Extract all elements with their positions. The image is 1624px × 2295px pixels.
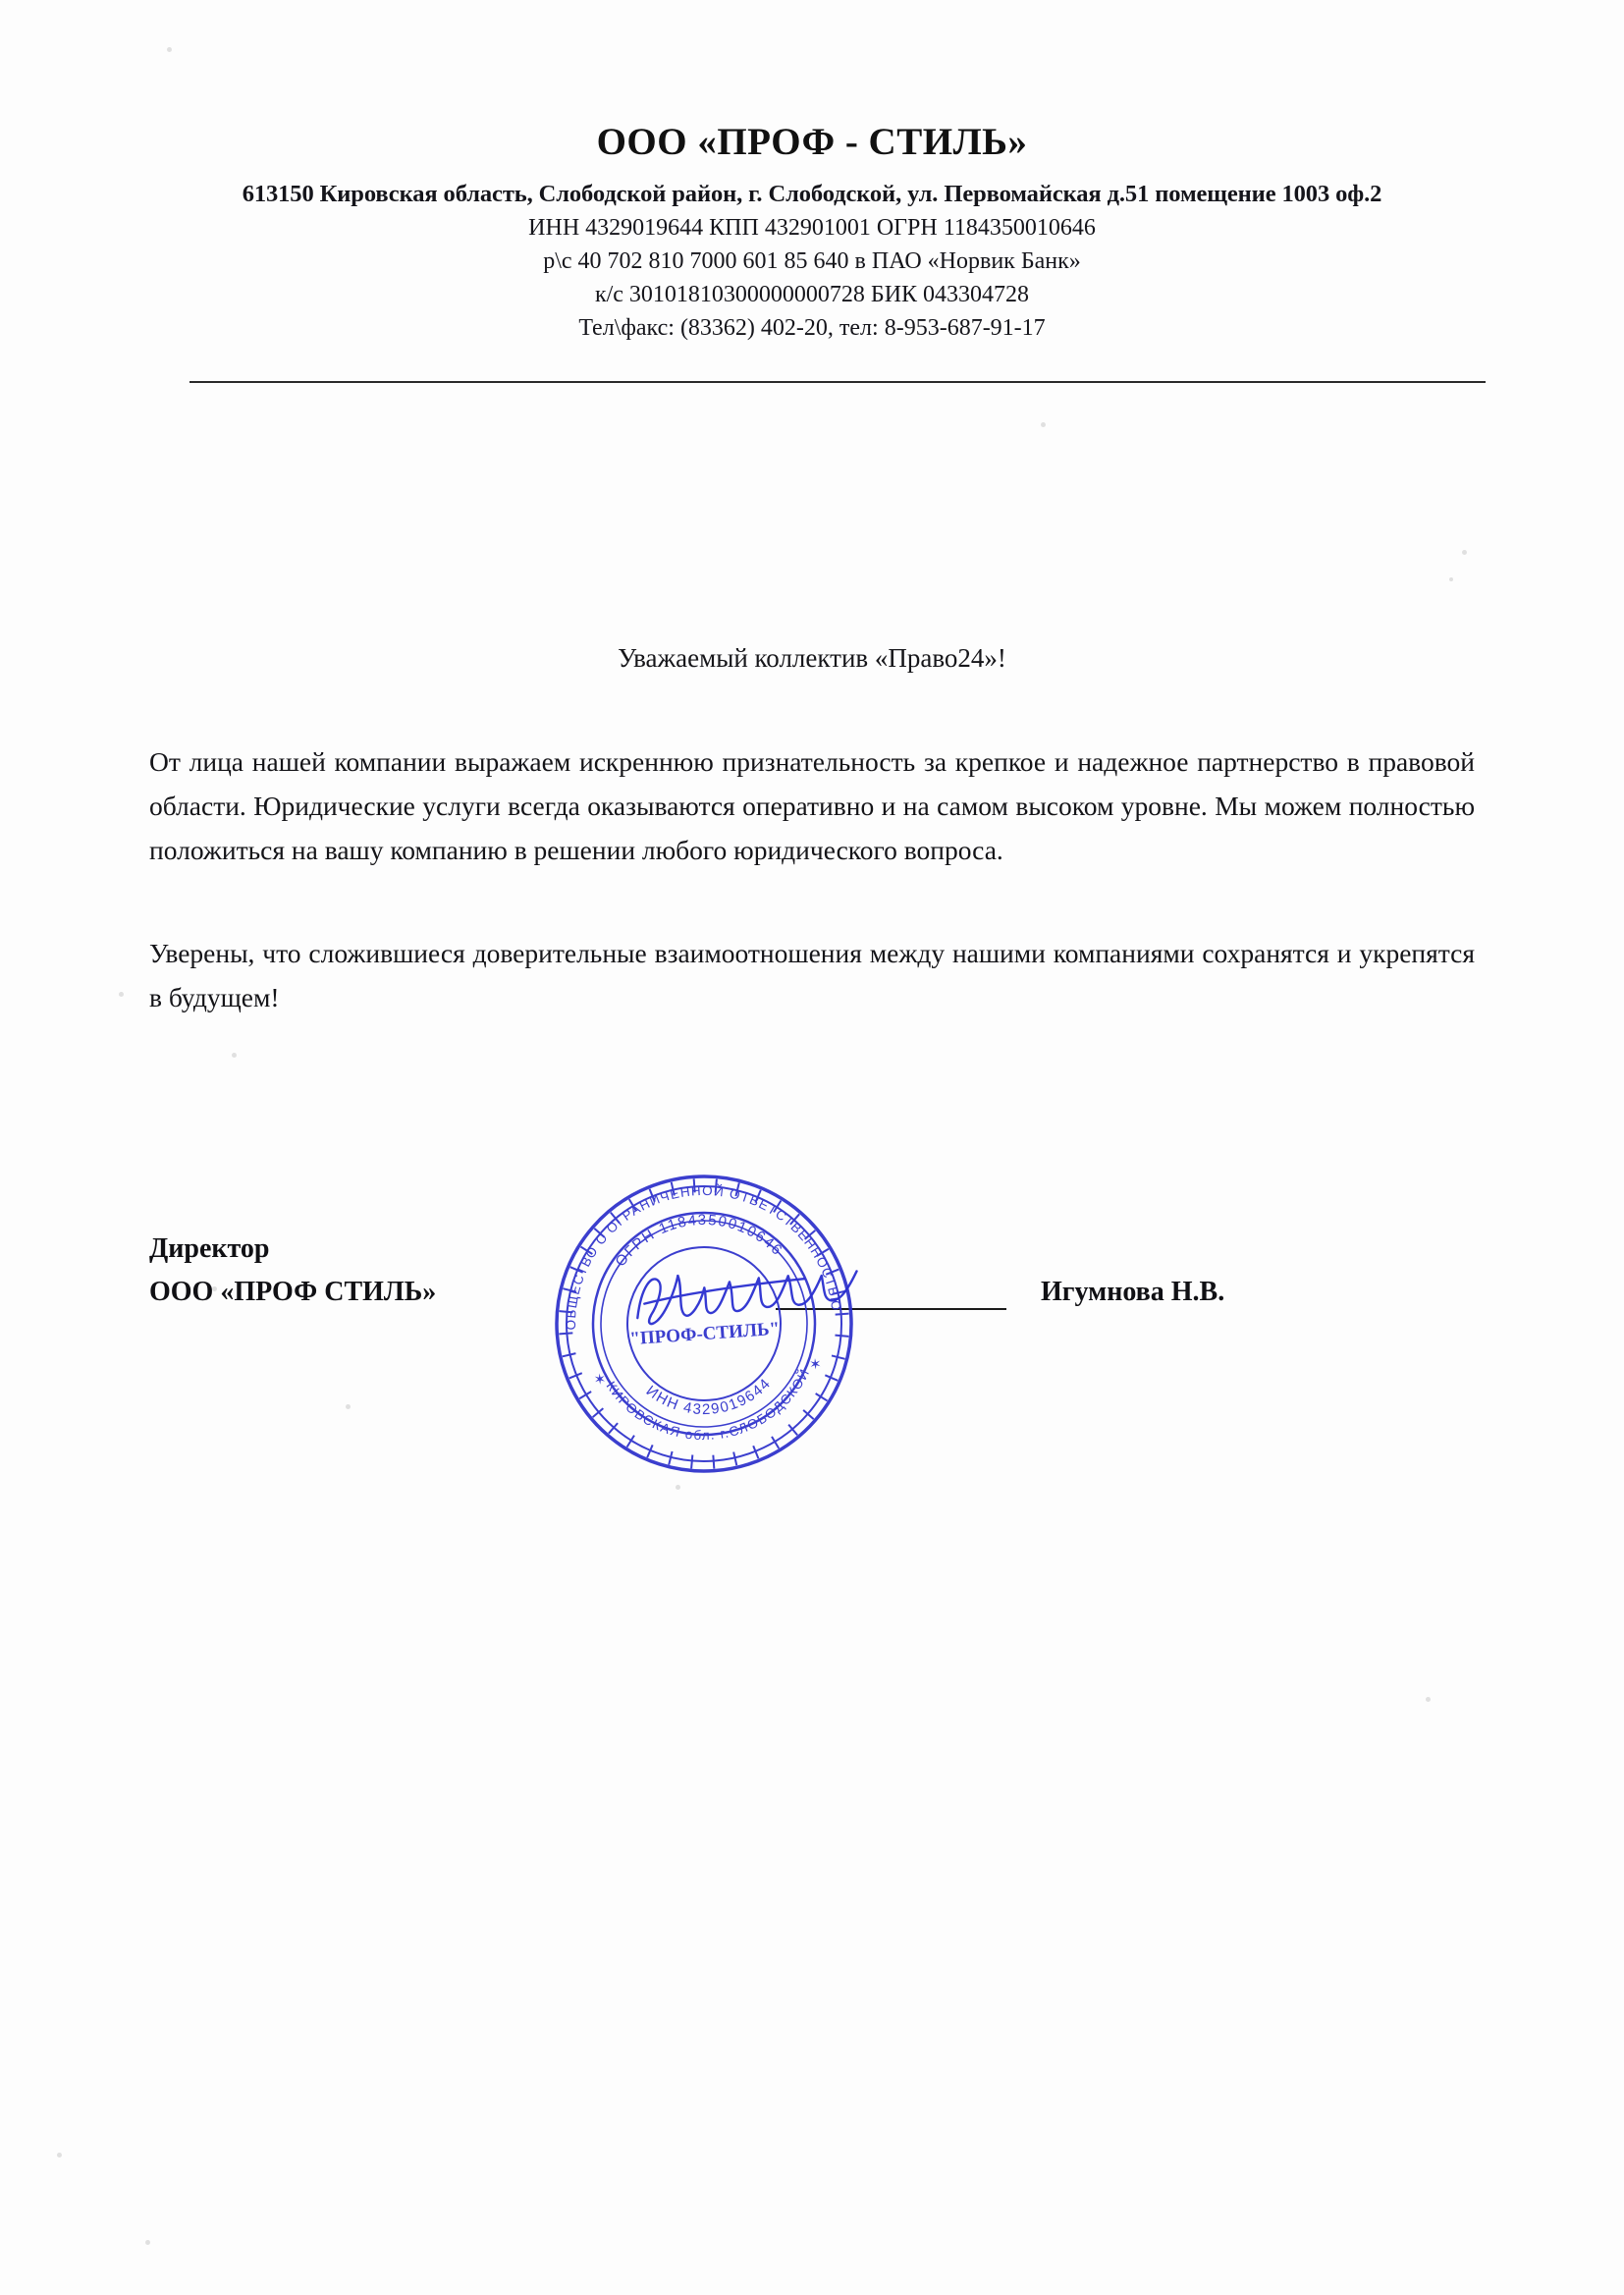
signer-role: Директор — [149, 1233, 270, 1264]
stamp-inner-top-text: ОГРН 1184350010646 — [612, 1211, 786, 1271]
signature-block — [149, 1228, 436, 1314]
scan-speck — [676, 1485, 680, 1490]
stamp-center-text: "ПРОФ-СТИЛЬ" — [628, 1318, 781, 1350]
stamp-outer-bottom-text: КИРОВСКАЯ обл. г.СЛОБОДСКОЙ — [603, 1365, 813, 1444]
letter-paragraph-1: От лица нашей компании выражаем искреннюю признательность за крепкое и надежное партнерство в правовой области. Юридические услуги всегда оказываются оперативно и на самом высоком уровне. Мы можем полностью положиться на вашу компанию в решении любого юридического вопроса. — [149, 745, 1475, 865]
letter-paragraph-2: Уверены, что сложившиеся доверительные взаимоотношения между нашими компаниями сохранятся и укрепятся в будущем! — [149, 937, 1475, 1012]
scan-speck — [167, 47, 172, 52]
scan-speck — [1426, 1697, 1431, 1702]
signer-name: Игумнова Н.В. — [1041, 1277, 1225, 1307]
company-name: ООО «ПРОФ - СТИЛЬ» — [596, 121, 1028, 163]
company-inn-kpp-ogrn: ИНН 4329019644 КПП 432901001 ОГРН 1184350010646 — [528, 215, 1096, 241]
scan-speck — [1449, 577, 1453, 581]
company-bank-account: р\с 40 702 810 7000 601 85 640 в ПАО «Норвик Банк» — [543, 248, 1081, 274]
company-corr-account: к/с 30101810300000000728 БИК 043304728 — [594, 282, 1030, 307]
signer-organization: ООО «ПРОФ СТИЛЬ» — [149, 1277, 437, 1307]
svg-text:✶: ✶ — [593, 1370, 607, 1389]
scan-speck — [1462, 550, 1467, 555]
letter-greeting: Уважаемый коллектив «Право24»! — [618, 643, 1006, 673]
svg-text:✶: ✶ — [808, 1354, 823, 1374]
scan-speck — [346, 1404, 351, 1409]
header-divider — [189, 381, 1486, 383]
scan-speck — [145, 2240, 150, 2245]
handwritten-signature — [625, 1240, 877, 1350]
letterhead — [0, 120, 1624, 345]
company-phone: Тел\факс: (83362) 402-20, тел: 8-953-687-91-17 — [578, 315, 1046, 341]
scan-speck — [57, 2153, 62, 2158]
scan-speck — [119, 992, 124, 997]
scan-speck — [232, 1053, 237, 1058]
scan-speck — [1041, 422, 1046, 427]
company-address: 613150 Кировская область, Слободской район, г. Слободской, ул. Первомайская д.51 помещение 1003 оф.2 — [242, 181, 1382, 207]
stamp-outer-top-text: ОБЩЕСТВО С ОГРАНИЧЕННОЙ ОТВЕТСТВЕННОСТЬЮ — [563, 1182, 844, 1331]
stamp-inner-bottom-text: ИНН 4329019644 — [642, 1374, 775, 1419]
